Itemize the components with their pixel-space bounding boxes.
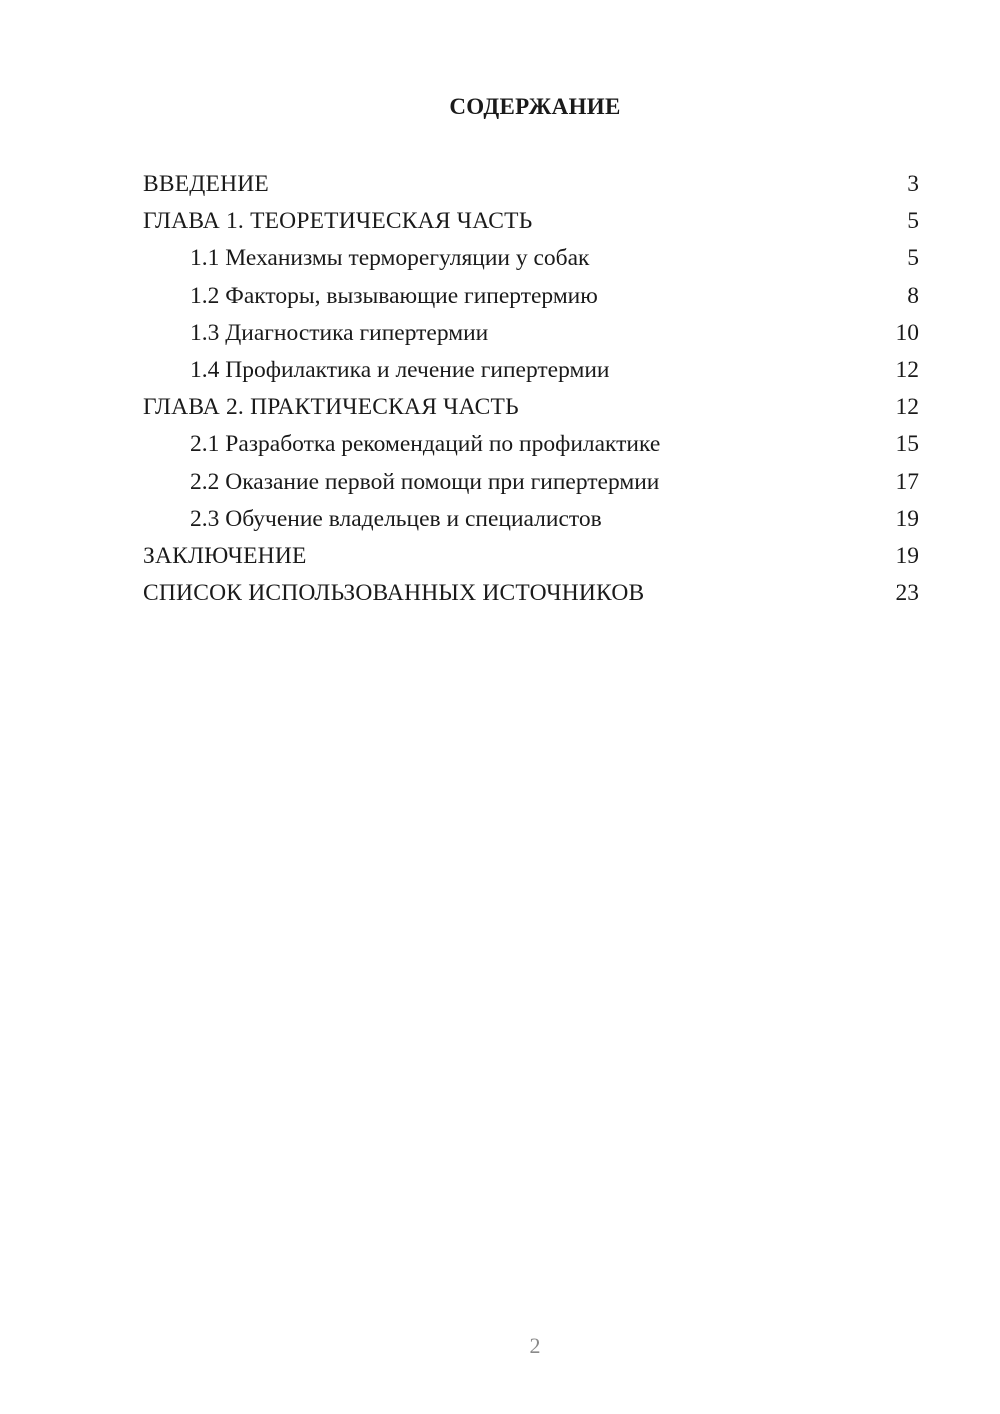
toc-entry-page: 12 xyxy=(895,356,919,383)
toc-entry-label: ГЛАВА 1. ТЕОРЕТИЧЕСКАЯ ЧАСТЬ xyxy=(143,208,533,235)
toc-entry-section-1-4[interactable] xyxy=(143,352,919,389)
toc-entry-label: 1.1 Механизмы терморегуляции у собак xyxy=(190,245,590,272)
toc-entry-label: 1.3 Диагностика гипертермии xyxy=(190,319,489,346)
toc-entry-introduction[interactable] xyxy=(143,166,919,203)
toc-entry-label: ЗАКЛЮЧЕНИЕ xyxy=(143,542,307,569)
toc-entry-label: ВВЕДЕНИЕ xyxy=(143,171,269,197)
toc-entry-page: 10 xyxy=(895,319,919,346)
toc-entry-page: 19 xyxy=(895,542,919,569)
toc-entry-page: 19 xyxy=(895,505,919,532)
page-title: СОДЕРЖАНИЕ xyxy=(449,94,621,119)
toc-entry-page: 3 xyxy=(907,171,919,197)
toc-entry-section-1-1[interactable] xyxy=(143,240,919,277)
toc-entry-page: 8 xyxy=(907,282,919,309)
toc-entry-section-2-3[interactable] xyxy=(143,501,919,538)
toc-entry-label: 2.3 Обучение владельцев и специалистов xyxy=(190,505,602,532)
toc-entry-conclusion[interactable] xyxy=(143,538,919,575)
toc-entry-label: ГЛАВА 2. ПРАКТИЧЕСКАЯ ЧАСТЬ xyxy=(143,394,519,421)
toc-entry-page: 5 xyxy=(907,208,919,235)
toc-entry-section-2-2[interactable] xyxy=(143,464,919,501)
table-of-contents xyxy=(143,166,919,612)
toc-entry-page: 5 xyxy=(907,245,919,272)
toc-entry-section-1-3[interactable] xyxy=(143,315,919,352)
toc-entry-section-2-1[interactable] xyxy=(143,426,919,463)
toc-entry-label: 2.2 Оказание первой помощи при гипертермии xyxy=(190,468,660,495)
toc-entry-page: 12 xyxy=(895,394,919,421)
toc-entry-page: 17 xyxy=(895,468,919,495)
page-number: 2 xyxy=(529,1333,541,1358)
toc-entry-section-1-2[interactable] xyxy=(143,278,919,315)
toc-entry-page: 15 xyxy=(895,431,919,458)
toc-entry-label: 1.2 Факторы, вызывающие гипертермию xyxy=(190,282,598,309)
toc-entry-label: 1.4 Профилактика и лечение гипертермии xyxy=(190,356,610,383)
toc-entry-references[interactable] xyxy=(143,575,919,612)
toc-entry-chapter-2[interactable] xyxy=(143,389,919,426)
toc-entry-page: 23 xyxy=(895,580,919,607)
toc-entry-label: СПИСОК ИСПОЛЬЗОВАННЫХ ИСТОЧНИКОВ xyxy=(143,580,645,607)
toc-entry-label: 2.1 Разработка рекомендаций по профилактике xyxy=(190,431,661,458)
toc-entry-chapter-1[interactable] xyxy=(143,203,919,240)
